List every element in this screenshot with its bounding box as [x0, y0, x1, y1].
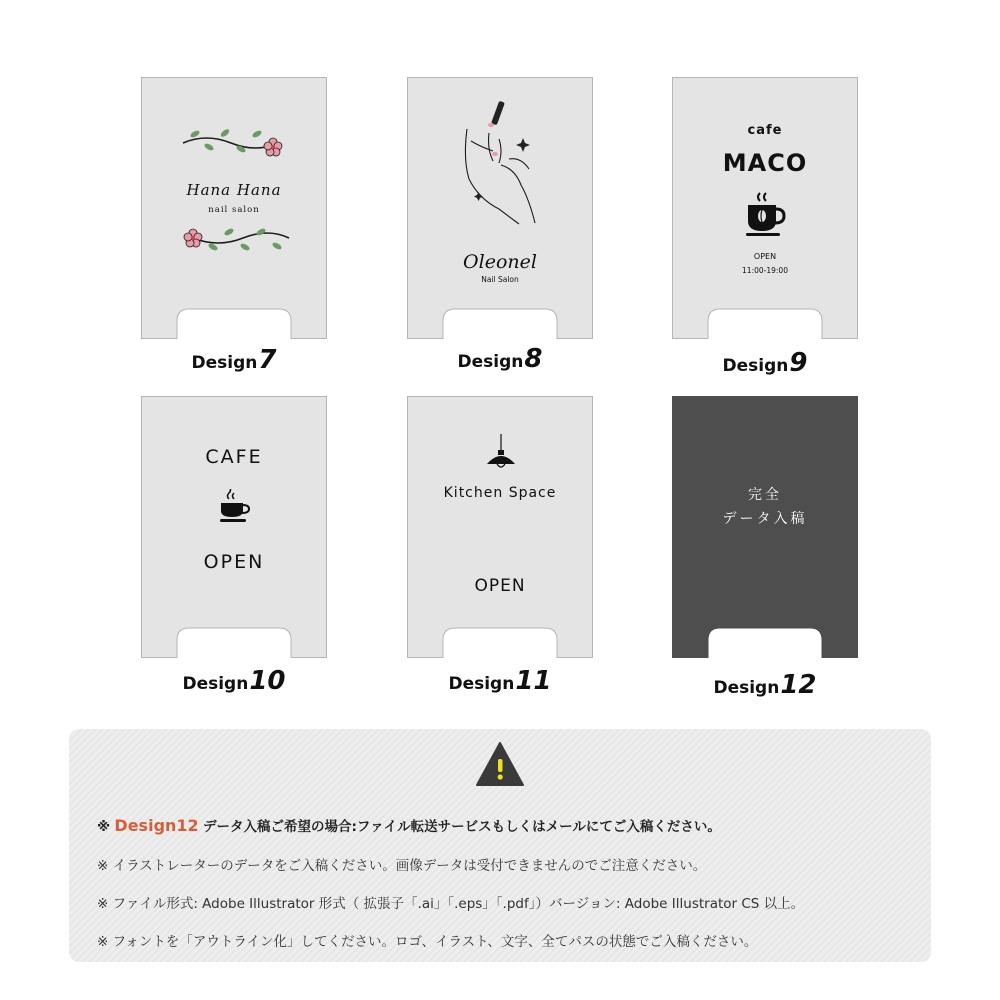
design-10-label: [141, 666, 327, 696]
design-word: Design: [448, 674, 515, 694]
brand-name: Hana Hana: [186, 181, 282, 199]
open-label: OPEN: [203, 551, 265, 573]
brand-name: MACO: [722, 149, 808, 177]
warning-icon: [475, 741, 525, 787]
design-number: 8: [524, 344, 543, 374]
coffee-cup-icon: [746, 189, 786, 237]
notice-panel: [69, 729, 931, 962]
design12-highlight: Design12: [114, 816, 199, 835]
design-number: 10: [249, 666, 286, 696]
floral-vine-icon: [181, 125, 291, 165]
design-word: Design: [191, 353, 258, 373]
design-8-card[interactable]: [407, 77, 593, 339]
open-label: OPEN: [474, 576, 526, 596]
design-number: 12: [780, 670, 817, 700]
cafe-label: CAFE: [205, 446, 263, 468]
design-12-label: [672, 670, 858, 700]
design-word: Design: [722, 356, 789, 376]
data-submission-label: データ入稿: [722, 511, 808, 527]
brand-name: Kitchen Space: [443, 485, 557, 501]
note-text: データ入稿ご希望の場合:ファイル転送サービスもしくはメールにてご入稿ください。: [202, 819, 721, 835]
design-10-card[interactable]: [141, 396, 327, 658]
notice-line-4: ※ フォントを「アウトライン化」してください。ロゴ、イラスト、文字、全てパスの状態でご入稿ください。: [97, 934, 758, 950]
notice-line-3: ※ ファイル形式: Adobe Illustrator 形式（ 拡張子「.ai」「.eps」「.pdf」）バージョン: Adobe Illustrator CS 以上。: [97, 896, 805, 912]
design-number: 9: [789, 348, 808, 378]
design-11-label: [407, 666, 593, 696]
brand-name: Oleonel: [463, 251, 537, 273]
notice-line-2: ※ イラストレーターのデータをご入稿ください。画像データは受付できませんのでご注意ください。: [97, 858, 707, 874]
note-mark: ※: [97, 819, 111, 835]
design-7-label: [141, 345, 327, 375]
brand-subtitle: nail salon: [208, 205, 260, 215]
design-12-card[interactable]: [672, 396, 858, 658]
open-label: OPEN: [753, 252, 777, 261]
design-11-card[interactable]: [407, 396, 593, 658]
pendant-lamp-icon: [483, 434, 519, 472]
brand-subtitle: Nail Salon: [481, 275, 519, 284]
cafe-label: cafe: [747, 123, 783, 138]
floral-vine-icon: [181, 222, 291, 262]
coffee-cup-icon: [220, 489, 250, 525]
design-number: 11: [515, 666, 552, 696]
hours-label: 11:00-19:00: [742, 266, 788, 275]
signboard: [141, 396, 327, 658]
design-word: Design: [713, 678, 780, 698]
design-9-label: [672, 348, 858, 378]
notice-line-1: [97, 815, 721, 835]
design-9-card[interactable]: [672, 77, 858, 339]
design-word: Design: [457, 352, 524, 372]
design-word: Design: [182, 674, 249, 694]
full-data-label: 完全: [748, 487, 782, 503]
design-7-card[interactable]: [141, 77, 327, 339]
design-8-label: [407, 344, 593, 374]
design-number: 7: [258, 345, 277, 375]
hand-nail-polish-icon: [459, 99, 541, 229]
